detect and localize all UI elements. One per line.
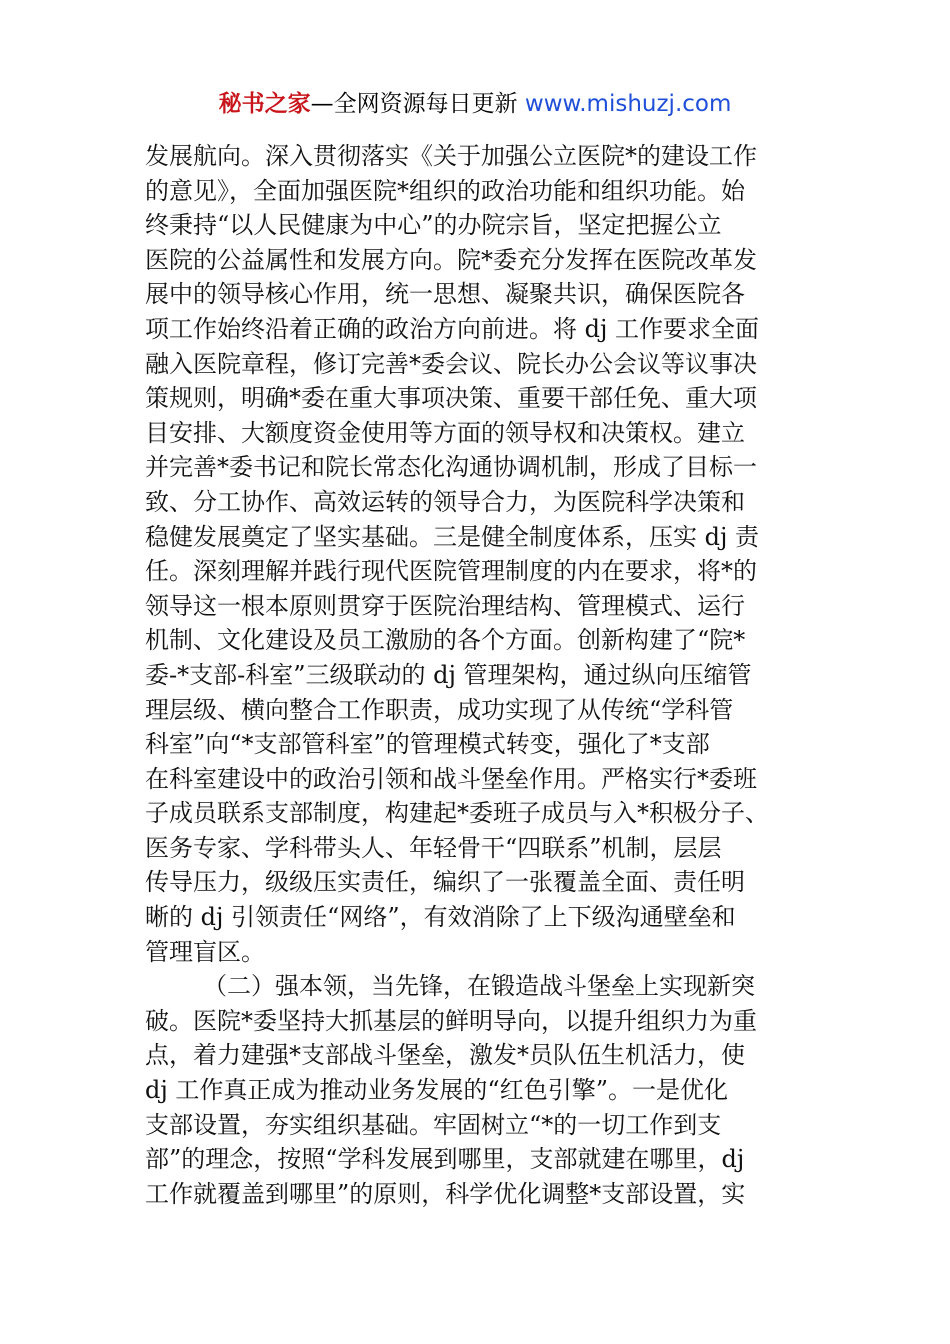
text-line: 在科室建设中的政治引领和战斗堡垒作用。严格实行*委班	[145, 764, 757, 793]
text-line: 并完善*委书记和院长常态化沟通协调机制，形成了目标一	[145, 453, 757, 482]
text-line: dj 工作真正成为推动业务发展的“红色引擎”。一是优化	[145, 1076, 728, 1105]
text-line: 机制、文化建设及员工激励的各个方面。创新构建了“院*	[145, 626, 746, 655]
text-line: 领导这一根本原则贯穿于医院治理结构、管理模式、运行	[145, 591, 745, 620]
text-line: 晰的 dj 引领责任“网络”，有效消除了上下级沟通壁垒和	[145, 903, 736, 932]
header-tagline: —全网资源每日更新	[310, 91, 525, 117]
document-body	[145, 139, 817, 1211]
site-url-link[interactable]: www.mishuzj.com	[524, 91, 732, 117]
text-line: 传导压力，级级压实责任，编织了一张覆盖全面、责任明	[145, 868, 745, 897]
text-line: 发展航向。深入贯彻落实《关于加强公立医院*的建设工作	[145, 142, 757, 170]
text-line: 终秉持“以人民健康为中心”的办院宗旨，坚定把握公立	[145, 211, 722, 240]
text-line: 任。深刻理解并践行现代医院管理制度的内在要求，将*的	[145, 557, 757, 586]
text-line: 目安排、大额度资金使用等方面的领导权和决策权。建立	[145, 418, 745, 447]
text-line: 稳健发展奠定了坚实基础。三是健全制度体系，压实 dj 责	[145, 522, 760, 551]
text-line: 项工作始终沿着正确的政治方向前进。将 dj 工作要求全面	[145, 314, 760, 343]
text-line: 管理盲区。	[145, 937, 265, 966]
text-line: 部”的理念，按照“学科发展到哪里，支部就建在哪里，dj	[145, 1145, 745, 1174]
text-line: 破。医院*委坚持大抓基层的鲜明导向，以提升组织力为重	[145, 1006, 757, 1035]
text-line: 子成员联系支部制度，构建起*委班子成员与入*积极分子、	[145, 799, 769, 828]
text-line: 科室”向“*支部管科室”的管理模式转变，强化了*支部	[145, 730, 710, 759]
page-header	[0, 88, 950, 120]
text-line: 工作就覆盖到哪里”的原则，科学优化调整*支部设置，实	[145, 1179, 746, 1208]
section-heading-line: （二）强本领，当先锋，在锻造战斗堡垒上实现新突	[203, 972, 755, 1001]
text-line: 支部设置，夯实组织基础。牢固树立“*的一切工作到支	[145, 1110, 722, 1139]
text-line: 策规则，明确*委在重大事项决策、重要干部任免、重大项	[145, 384, 757, 413]
text-line: 融入医院章程，修订完善*委会议、院长办公会议等议事决	[145, 349, 757, 378]
text-line: 理层级、横向整合工作职责，成功实现了从传统“学科管	[145, 695, 734, 724]
text-line: 医务专家、学科带头人、年轻骨干“四联系”机制，层层	[145, 833, 722, 862]
text-line: 委-*支部-科室”三级联动的 dj 管理架构，通过纵向压缩管	[145, 660, 752, 689]
text-line: 点，着力建强*支部战斗堡垒，激发*员队伍生机活力，使	[145, 1041, 745, 1070]
text-line: 展中的领导核心作用，统一思想、凝聚共识，确保医院各	[145, 280, 745, 309]
text-line: 致、分工协作、高效运转的领导合力，为医院科学决策和	[145, 487, 745, 516]
text-line: 医院的公益属性和发展方向。院*委充分发挥在医院改革发	[145, 245, 757, 274]
brand-name: 秘书之家	[218, 91, 311, 117]
text-line: 的意见》，全面加强医院*组织的政治功能和组织功能。始	[145, 176, 745, 205]
